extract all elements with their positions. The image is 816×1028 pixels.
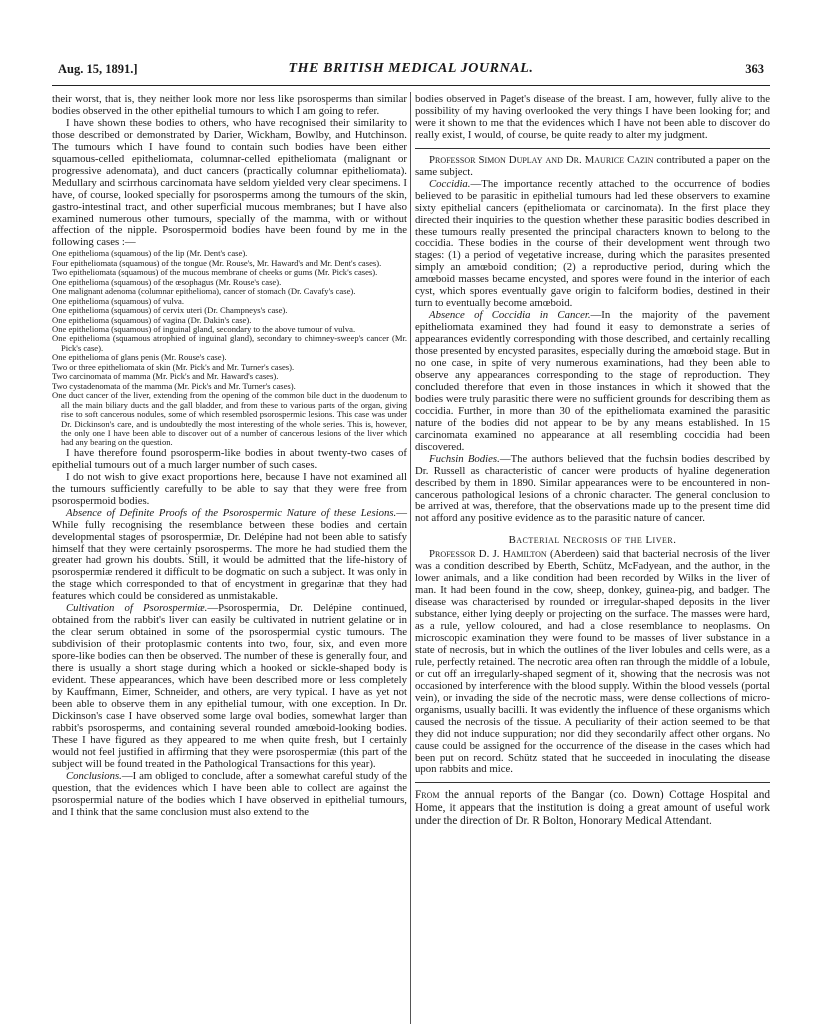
paragraph-text: —The authors believed that the fuchsin bodies described by Dr. Russell as characteristic of cancer were products of hyaline degeneration described by them in 1890. Similar appearances were to be encountered in non-cancerous pathological lesions of a chronic character. The general conclusion to be arrived at was, therefore, that the observations made up to the present time did not afford any positive evidence as to the parasitic nature of cancer. — [415, 452, 770, 525]
list-item: One epithelioma (squamous) of cervix uteri (Dr. Champneys's case). — [52, 305, 288, 316]
paragraph-text: —The importance recently attached to the occurrence of bodies believed to be parasitic in epithelial tumours had led these observers to examine sixty epithelial cancers (epitheliomata or carcinomata). In the first place they directed their inquiries to the question whether these parasitic bodies described in these tumours really presented the principal characters known to belong to the coccidia. These bodies in the course of their development went through two stages: (1) a period of vegetative increase, during which the parasites presented simply an amœboid condition; (2) a reproductive period, during which the amœboid masses became encysted, and spores were found in the interior of each cyst, which spores eventually gave origin to falciform bodies, destined in their turn to eventually become amœboid. — [415, 177, 770, 310]
paragraph — [52, 603, 407, 770]
paragraph-text: the annual reports of the Bangar (co. Down) Cottage Hospital and Home, it appears that the institution is doing a great amount of useful work under the direction of Dr. R Bolton, Honorary Medical Attendant. — [415, 789, 770, 827]
list-item: One epithelioma (squamous) of the œsophagus (Mr. Rouse's case). — [52, 276, 282, 287]
section-heading: Cultivation of Psorospermiæ. — [66, 602, 208, 615]
separator — [415, 782, 770, 783]
paragraph: bodies observed in Paget's disease of the breast. I am, however, fully alive to the possibility of my having overlooked the very things I have been looking for; and were it shown to me that the evidences which I have not been able to discover do really exist, I would, of course, be quite ready to alter my judgment. — [415, 93, 770, 141]
column-divider — [410, 92, 411, 1024]
list-item: Two carcinomata of mamma (Mr. Pick's and Mr. Haward's cases). — [52, 371, 279, 382]
paragraph — [415, 549, 770, 776]
right-column — [415, 94, 770, 827]
list-item: One epithelioma (squamous) of the lip (Mr. Dent's case). — [52, 248, 248, 259]
paragraph — [52, 771, 407, 819]
list-item: Two or three epitheliomata of skin (Mr. Pick's and Mr. Turner's cases). — [52, 361, 295, 372]
paragraph — [415, 179, 770, 310]
list-item: One malignant adenoma (columnar epithelioma), cancer of stomach (Dr. Cavafy's case). — [52, 286, 356, 297]
section-heading: Fuchsin Bodies. — [429, 452, 500, 465]
speaker-names: Professor Simon Duplay and Dr. Maurice Cazin — [429, 153, 654, 166]
notice-lead: From — [415, 789, 440, 802]
list-item: Two cystadenomata of the mamma (Mr. Pick's and Mr. Turner's cases). — [52, 380, 296, 391]
case-list — [52, 249, 407, 448]
list-item: One duct cancer of the liver, extending from the opening of the common bile duct in the duodenum to all the main biliary ducts and the gall bladder, and from these to various parts of the organ, giving rise to soft cancerous nodules, some of which resembled psorospermic lesions. This case was under Dr. Dickinson's care, and is undoubtedly the most interesting of the whole series. This is, however, the only one I have been able to discover out of a number of cancerous lesions of the liver which had any bearing on the question. — [52, 390, 407, 448]
list-item: One epithelioma (squamous) of vagina (Dr. Dakin's case). — [52, 314, 252, 325]
section-title: Bacterial Necrosis of the Liver. — [508, 534, 677, 547]
separator — [415, 148, 770, 149]
paragraph-text: (Aberdeen) said that bacterial necrosis of the liver was a condition described by Eberth, Schütz, McFadyean, and the author, in the lower animals, and a like condition had been recorded by Wilks in the liver of man. It had been found in the cow, sheep, donkey, guinea-pig, and badger. The disease was characterised by rounded or irregular-shaped deposits in the liver substance, either lying deeply or projecting on the surface. The masses were hard, as a rule, yellow coloured, and had a close resemblance to neoplasms. On microscopic examination they were found to be masses of liver substance in a state of necrosis, but in which the outlines of the liver lobules and cells were, as a rule, perfectly retained. The necrotic area often ran through the middle of a lobule, or cut off an irregularly-shaped segment of it, showing that the necrosis was not occasioned by interference with the blood supply. Within the blood vessels (portal vein), or invading the side of the necrotic mass, were dense collections of micro-organisms, usually bacilli. It was evidently the influence of these organisms which caused the necrosis of the tissue. A peculiarity of their action seemed to be that they did not induce suppuration; nor did they secondarily affect other organs. No cause could be assigned for the occurrence of the disease in the cases which had been put on record. Schütz stated that he succeeded in inoculating the disease upon rabbits and mice. — [415, 548, 770, 776]
paragraph: I have shown these bodies to others, who have recognised their similarity to those described or demonstrated by Darier, Wickham, Bowlby, and Hutchinson. The tumours which I have found to contain such bodies have been either squamous-celled epitheliomata, columnar-celled epitheliomata (malignant or progressive adenomata), and duct cancers (practically columnar epitheliomata). Medullary and scirrhous carcinomata have seldom yielded very clear specimens. I have, of course, looked specially for psorosperms among the tumours of the skin, gastro-intestinal tract, and other superficial mucous membranes; but I have also examined numerous other tumours, specially of the mamma, with or without affection of the nipple. Psorospermoid bodies have been found by me in the following cases :— — [52, 116, 407, 249]
paragraph — [52, 508, 407, 604]
paragraph: I have therefore found psorosperm-like bodies in about twenty-two cases of epithelial tumours out of a much larger number of such cases. — [52, 446, 407, 471]
journal-title: THE BRITISH MEDICAL JOURNAL. — [288, 61, 534, 76]
paragraph — [415, 789, 770, 827]
news-notice — [415, 789, 770, 827]
running-header — [58, 62, 764, 82]
left-column — [52, 94, 407, 818]
header-rule — [52, 85, 770, 86]
paragraph — [415, 454, 770, 526]
issue-date: Aug. 15, 1891.] — [58, 62, 138, 76]
paragraph-text: —I am obliged to conclude, after a somewhat careful study of the question, that the evidences which I have been able to collect are against the psorospermial nature of the bodies which I have observed in epithelial tumours, and I think that the same conclusion must also extend to the — [52, 769, 407, 818]
paragraph-text: contributed a paper on the same subject. — [415, 153, 770, 178]
paragraph — [415, 155, 770, 179]
section-heading: Conclusions. — [66, 769, 122, 782]
list-item: One epithelioma (squamous) of inguinal gland, secondary to the above tumour of vulva. — [52, 324, 356, 335]
list-item: One epithelioma of glans penis (Mr. Rouse's case). — [52, 352, 227, 363]
paragraph: I do not wish to give exact proportions here, because I have not examined all the tumours sufficiently carefully to be able to say that they were free from psorospermoid bodies. — [52, 470, 407, 507]
list-item: Four epitheliomata (squamous) of the tongue (Mr. Rouse's, Mr. Haward's and Mr. Dent's cases). — [52, 257, 382, 268]
list-item: Two epitheliomata (squamous) of the mucous membrane of cheeks or gums (Mr. Pick's cases). — [52, 267, 378, 278]
paragraph: their worst, that is, they neither look more nor less like psorosperms than similar bodies observed in the other epithelial tumours to which I am going to refer. — [52, 93, 407, 117]
paragraph-text: —While fully recognising the resemblance between these bodies and certain developmental stages of psorospermiæ, Dr. Delépine had not been able to satisfy himself that they were certainly psorosperms. The more he had studied them the greater had grown his doubts. Still, it would be admitted that the life-history of psorospermiæ rendered it difficult to be dogmatic on such a subject. It was only in the stage which corresponded to that of encystment in gregarinæ that they had features which could be considered as unmistakable. — [52, 506, 407, 603]
list-item: One epithelioma (squamous atrophied of inguinal gland), secondary to chimney-sweep's cancer (Mr. Pick's case). — [52, 333, 407, 353]
paragraph — [415, 310, 770, 453]
paragraph-text: —In the majority of the pavement epitheliomata examined they had found it easy to demonstrate a series of appearances evidently corresponding with those described, and certainly recalling those presented by encysted parasites, especially during the amœboid stage. But in no one case, in spite of very numerous examinations, had they been able to observe any appearances corresponding to the stage of reproduction. They concluded therefore that even in those instances in which it showed that the bodies were truly parasitic there were no sufficient grounds for describing them as coccidia. Further, in more than 30 of the epitheliomata examined the parasitic nature of the bodies did not appear to be by any means established. In 15 carcinomata examined no appearance at all resembling coccidia had been discovered. — [415, 309, 770, 453]
section-heading: Absence of Coccidia in Cancer. — [429, 309, 591, 322]
section-heading: Coccidia. — [429, 177, 471, 190]
section-heading: Absence of Definite Proofs of the Psorospermic Nature of these Lesions. — [66, 506, 397, 519]
paragraph-text: —Psorospermia, Dr. Delépine continued, obtained from the rabbit's liver can easily be cultivated in nutrient gelatine or in the clear serum obtained in some of the psorospermial cystic tumours. The subdivision of their protoplasmic contents into two, four, six, and even more spore-like bodies can then be observed. The number of these is generally four, and there is usually a short stage during which a hooked or sickle-shaped body is evident. These appearances, which have been described more or less completely by Kauffmann, Eimer, Schneider, and others, are very typical. I have as yet not been able to observe them in any epithelial tumour, with one exception. In Dr. Dickinson's case I have observed some large oval bodies, somewhat larger than rabbit's psorosperms, and containing several rounded amœboid-looking bodies. These I have figured as they appeared to me when quite fresh, but I certainly would not feel justified in affirming that they were psorospermiæ (this part of the subject will be found treated in the Pathological Transactions for this year). — [52, 602, 407, 770]
speaker-name: Professor D. J. Hamilton — [429, 548, 547, 561]
page-number: 363 — [745, 62, 764, 76]
list-item: One epithelioma (squamous) of vulva. — [52, 295, 184, 306]
